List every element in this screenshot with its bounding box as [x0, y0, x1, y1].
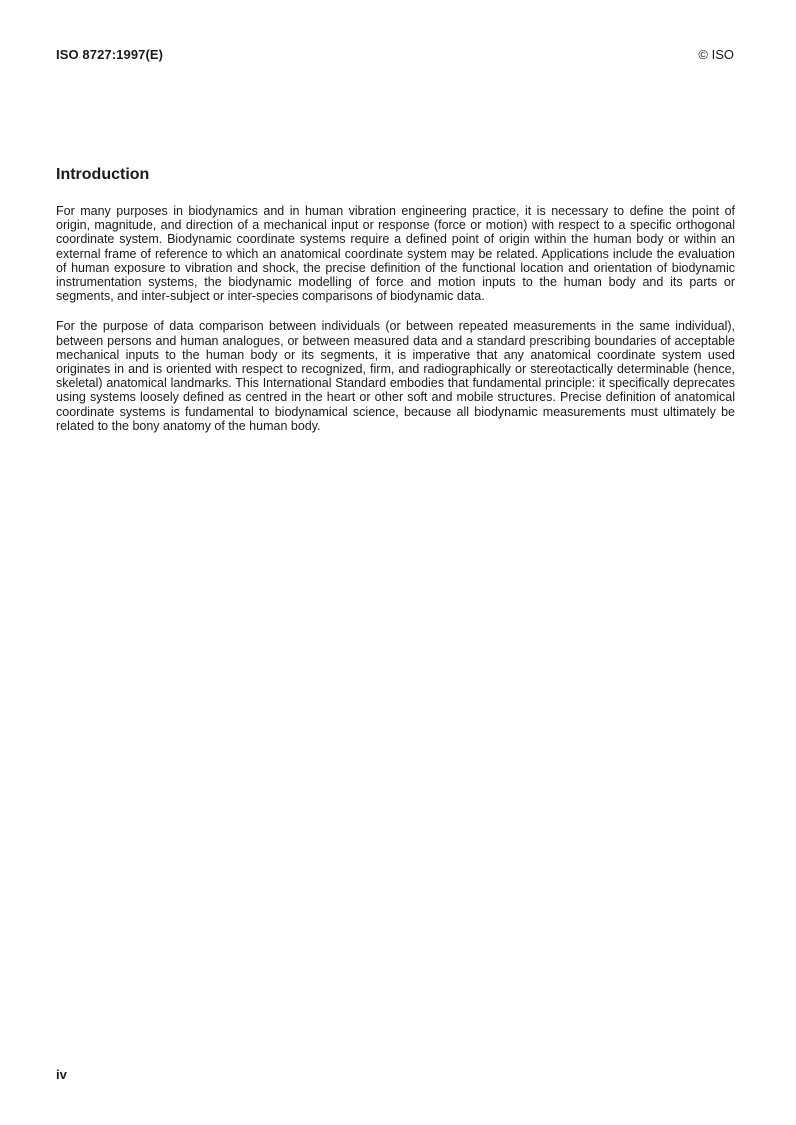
document-identifier: ISO 8727:1997(E): [56, 47, 164, 62]
copyright-notice: © ISO: [698, 47, 734, 62]
paragraph-2: For the purpose of data comparison between individuals (or between repeated measurements in the same individual), between persons and human analogues, or between measured data and a standard prescribing boundaries of acceptable mechanical inputs to the human body or its segments, it is imperative that any anatomical coordinate system used originates in and is oriented with respect to recognized, firm, and radiographically or stereotactically determinable (hence, skeletal) anatomical landmarks. This International Standard embodies that fundamental principle: it specifically deprecates using systems loosely defined as centred in the heart or other soft and mobile structures. Precise definition of anatomical coordinate systems is fundamental to biodynamical science, because all biodynamic measurements must ultimately be related to the bony anatomy of the human body.: [56, 319, 735, 433]
page-number: iv: [56, 1067, 67, 1082]
section-body: [56, 204, 735, 449]
section-title: Introduction: [56, 166, 150, 183]
paragraph-1: For many purposes in biodynamics and in human vibration engineering practice, it is necessary to define the point of origin, magnitude, and direction of a mechanical input or response (force or motion) with respect to a specific orthogonal coordinate system. Biodynamic coordinate systems require a defined point of origin within the human body or within an external frame of reference to which an anatomical coordinate system may be related. Applications include the evaluation of human exposure to vibration and shock, the precise definition of the functional location and orientation of biodynamic instrumentation systems, the biodynamic modelling of force and motion inputs to the human body and its parts or segments, and inter-subject or inter-species comparisons of biodynamic data.: [56, 204, 735, 304]
